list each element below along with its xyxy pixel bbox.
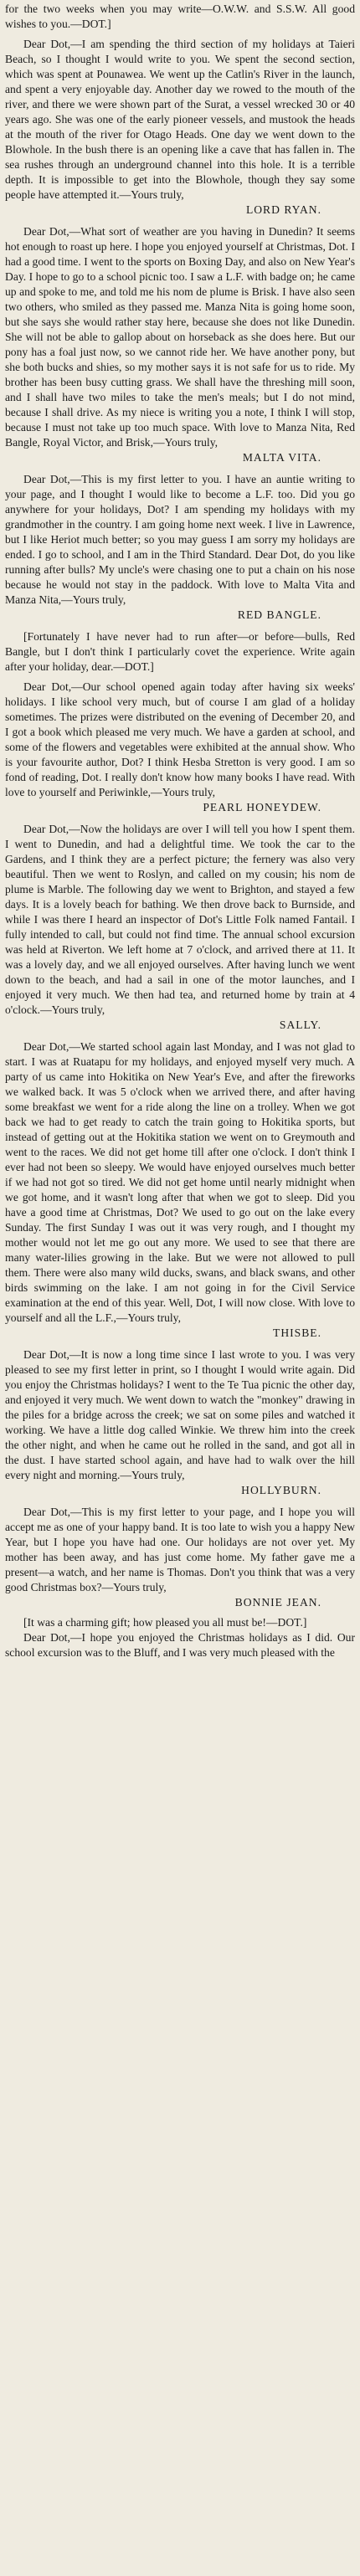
letter-signature: LORD RYAN. <box>245 203 321 216</box>
letter <box>5 680 355 815</box>
letter-signature: THISBE. <box>273 1326 321 1339</box>
letter-signature: PEARL HONEYDEW. <box>203 801 321 813</box>
letter <box>5 1615 355 1660</box>
editor-reply: for the two weeks when you may write—O.W.W. and S.S.W. All good wishes to you.—DOT.] <box>5 3 355 30</box>
letter <box>5 472 355 623</box>
letter-body: Dear Dot,—This is my first letter to your page, and I hope you will accept me as one of your happy band. It is too late to wish you a happy New Year, but I hope you have had one. Our holidays are not over yet. My mother has been away, and has just come home. My father gave me a present—a watch, and her name is Thomas. Don't you think that was a very good Christmas box?—Yours truly, <box>5 1506 355 1593</box>
letter <box>5 1039 355 1341</box>
editor-note <box>5 629 355 675</box>
letter-signature: SALLY. <box>279 1019 321 1031</box>
letter <box>5 822 355 1033</box>
letter-body: Dear Dot,—Now the holidays are over I will tell you how I spent them. I went to Dunedin, and had a delightful time. We took the car to the Gardens, and I think they are a perfect picture; the fernery was also very beautiful. Then we went to Roslyn, and called on my cousin; his nom de plume is Marble. The following day we went to Brighton, and stayed a few days. It is a lovely beach for bathing. We then drove back to Burnside, and while I was there I heard an inspector of Dot's Little Folk named Fantail. I fully intended to call, but could not find time. The annual school excursion was held at Riverton. We left home at 7 o'clock, and arrived there at 11. It was a lovely day, and we all enjoyed ourselves. After having lunch we went down to the beach, and had a sail in one of the motor launches, and I enjoyed it very much. We then had tea, and returned home by train at 4 o'clock.—Yours truly, <box>5 823 355 1016</box>
letter <box>5 1347 355 1498</box>
letter-body: Dear Dot,—It is now a long time since I last wrote to you. I was very pleased to see my first letter in print, so I thought I would write again. Did you enjoy the Christmas holidays? I went to the Te Tua picnic the other day, and enjoyed it very much. We went down to watch the "monkey" drawing in the piles for a bridge across the creek; we sat on some piles and watched it working. We have a little dog called Winkie. We threw him into the creek the other night, and when he came out he rolled in the sand, and got all in the dust. I have started school again, and have had to walk over the hill every night and morning.—Yours truly, <box>5 1348 355 1481</box>
letter-signature: HOLLYBURN. <box>241 1484 321 1496</box>
letter-signature: BONNIE JEAN. <box>234 1596 321 1609</box>
editor-reply: [Fortunately I have never had to run after—or before—bulls, Red Bangle, but I don't think I particularly covet the experience. Write again after your holiday, dear.—DOT.] <box>5 630 355 673</box>
letter <box>5 37 355 218</box>
letter-signature: RED BANGLE. <box>237 608 321 621</box>
letter-signature: MALTA VITA. <box>242 451 321 464</box>
letter-body: Dear Dot,—We started school again last Monday, and I was not glad to start. I was at Ruatapu for my holidays, and enjoyed myself very much. A party of us came into Hokitika on New Year's Eve, and after the fireworks we walked back. It was 5 o'clock when we arrived there, and after having some breakfast we went for a ride along the line on a trolley. When we got back we had to get ready to catch the train going to Hokitika sports, but instead of getting out at the Hokitika station we went on to Greymouth and went to the races. We did not get home till after one o'clock. I don't think I ever had not been so sleepy. We would have enjoyed ourselves much better if we had not got so tired. We did not get home until nearly midnight when we got home, and it wasn't long after that when we got to sleep. Did you have a good time at Christmas, Dot? We used to go out on the lake every Sunday. The first Sunday I was out it was very rough, and I thought my mother would not let me go out any more. We used to see that there are many water-lilies growing in the lake. But we were not allowed to pull them. There were also many wild ducks, swans, and black swans, and other birds swimming on the lake. I am not going in for the Civil Service examination at the end of this year. Well, Dot, I will now close. With love to yourself and all the L.F.,—Yours truly, <box>5 1040 355 1324</box>
letter-body: Dear Dot,—I am spending the third section of my holidays at Taieri Beach, so I thought I would write to you. We spent the second section, which was spent at Pounawea. We went up the Catlin's River in the launch, and spent a very enjoyable day. Another day we rowed to the mouth of the river, and there we were shown part of the Surat, a vessel wrecked 30 or 40 years ago. She was one of the early pioneer vessels, and mustook the heads at the mouth of the river for Otago Heads. One day we went down to the Blowhole. In the bush there is an opening like a cave that has fallen in. The sea rushes through an underground channel into this hole. It is a terrible depth. It is impossible to get into the Blowhole, though they say some people have attempted it.—Yours truly, <box>5 38 355 201</box>
letter <box>5 1505 355 1610</box>
editor-reply: [It was a charming gift; how pleased you all must be!—DOT.] <box>23 1616 307 1629</box>
letter-body: Dear Dot,—What sort of weather are you having in Dunedin? It seems hot enough to roast up here. I hope you enjoyed yourself at Christmas, Dot. I had a good time. I went to the sports on Boxing Day, and also on New Year's Day. I hope to go to a school picnic too. I saw a L.F. with badge on; he came up and spoke to me, and told me his nom de plume is Brisk. I have also seen two others, who smiled as they passed me. Manza Nita is going home soon, but she says she would rather stay here, because she does not like Dunedin. She will not be able to gallop about on horseback as she does here. But our pony has a foal just now, so we cannot ride her. We have another pony, but she both bucks and shies, so my mother says it is not safe for us to ride. My brother has been busy cutting grass. We shall have the threshing mill soon, and I shall have two miles to take the men's meals; but I do not mind, because I shall drive. As my niece is writing you a note, I think I will stop, because I must not take up too much space. With love to Manza Nita, Red Bangle, Royal Victor, and Brisk,—Yours truly, <box>5 225 355 449</box>
letter-fragment <box>5 2 355 32</box>
letter <box>5 224 355 465</box>
letter-body: Dear Dot,—Our school opened again today after having six weeks' holidays. I like school very much, but of course I am glad of a holiday sometimes. The prizes were distributed on the evening of December 20, and I got a book which pleased me very much. We have a garden at school, and some of the flowers and vegetables were exhibited at the annual show. Who is your favourite author, Dot? I think Hesba Stretton is very good. I am so fond of reading, Dot. I really don't know how many books I have read. With love to yourself and Periwinkle,—Yours truly, <box>5 680 355 798</box>
letter-body: Dear Dot,—I hope you enjoyed the Christmas holidays as I did. Our school excursion was to the Bluff, and I was very much pleased with the <box>5 1631 355 1659</box>
letter-body: Dear Dot,—This is my first letter to you. I have an auntie writing to your page, and I thought I would like to become a L.F. too. Did you go anywhere for your holidays, Dot? I am spending my holidays with my grandmother in the country. I am going home next week. I live in Lawrence, but I like Heriot much better; so you may guess I am sorry my holidays are ended. I go to school, and I am in the Third Standard. Dear Dot, do you like running after bulls? My uncle's were chasing one to put a chain on his nose because he would not stay in the paddock. With love to Malta Vita and Manza Nita,—Yours truly, <box>5 473 355 606</box>
